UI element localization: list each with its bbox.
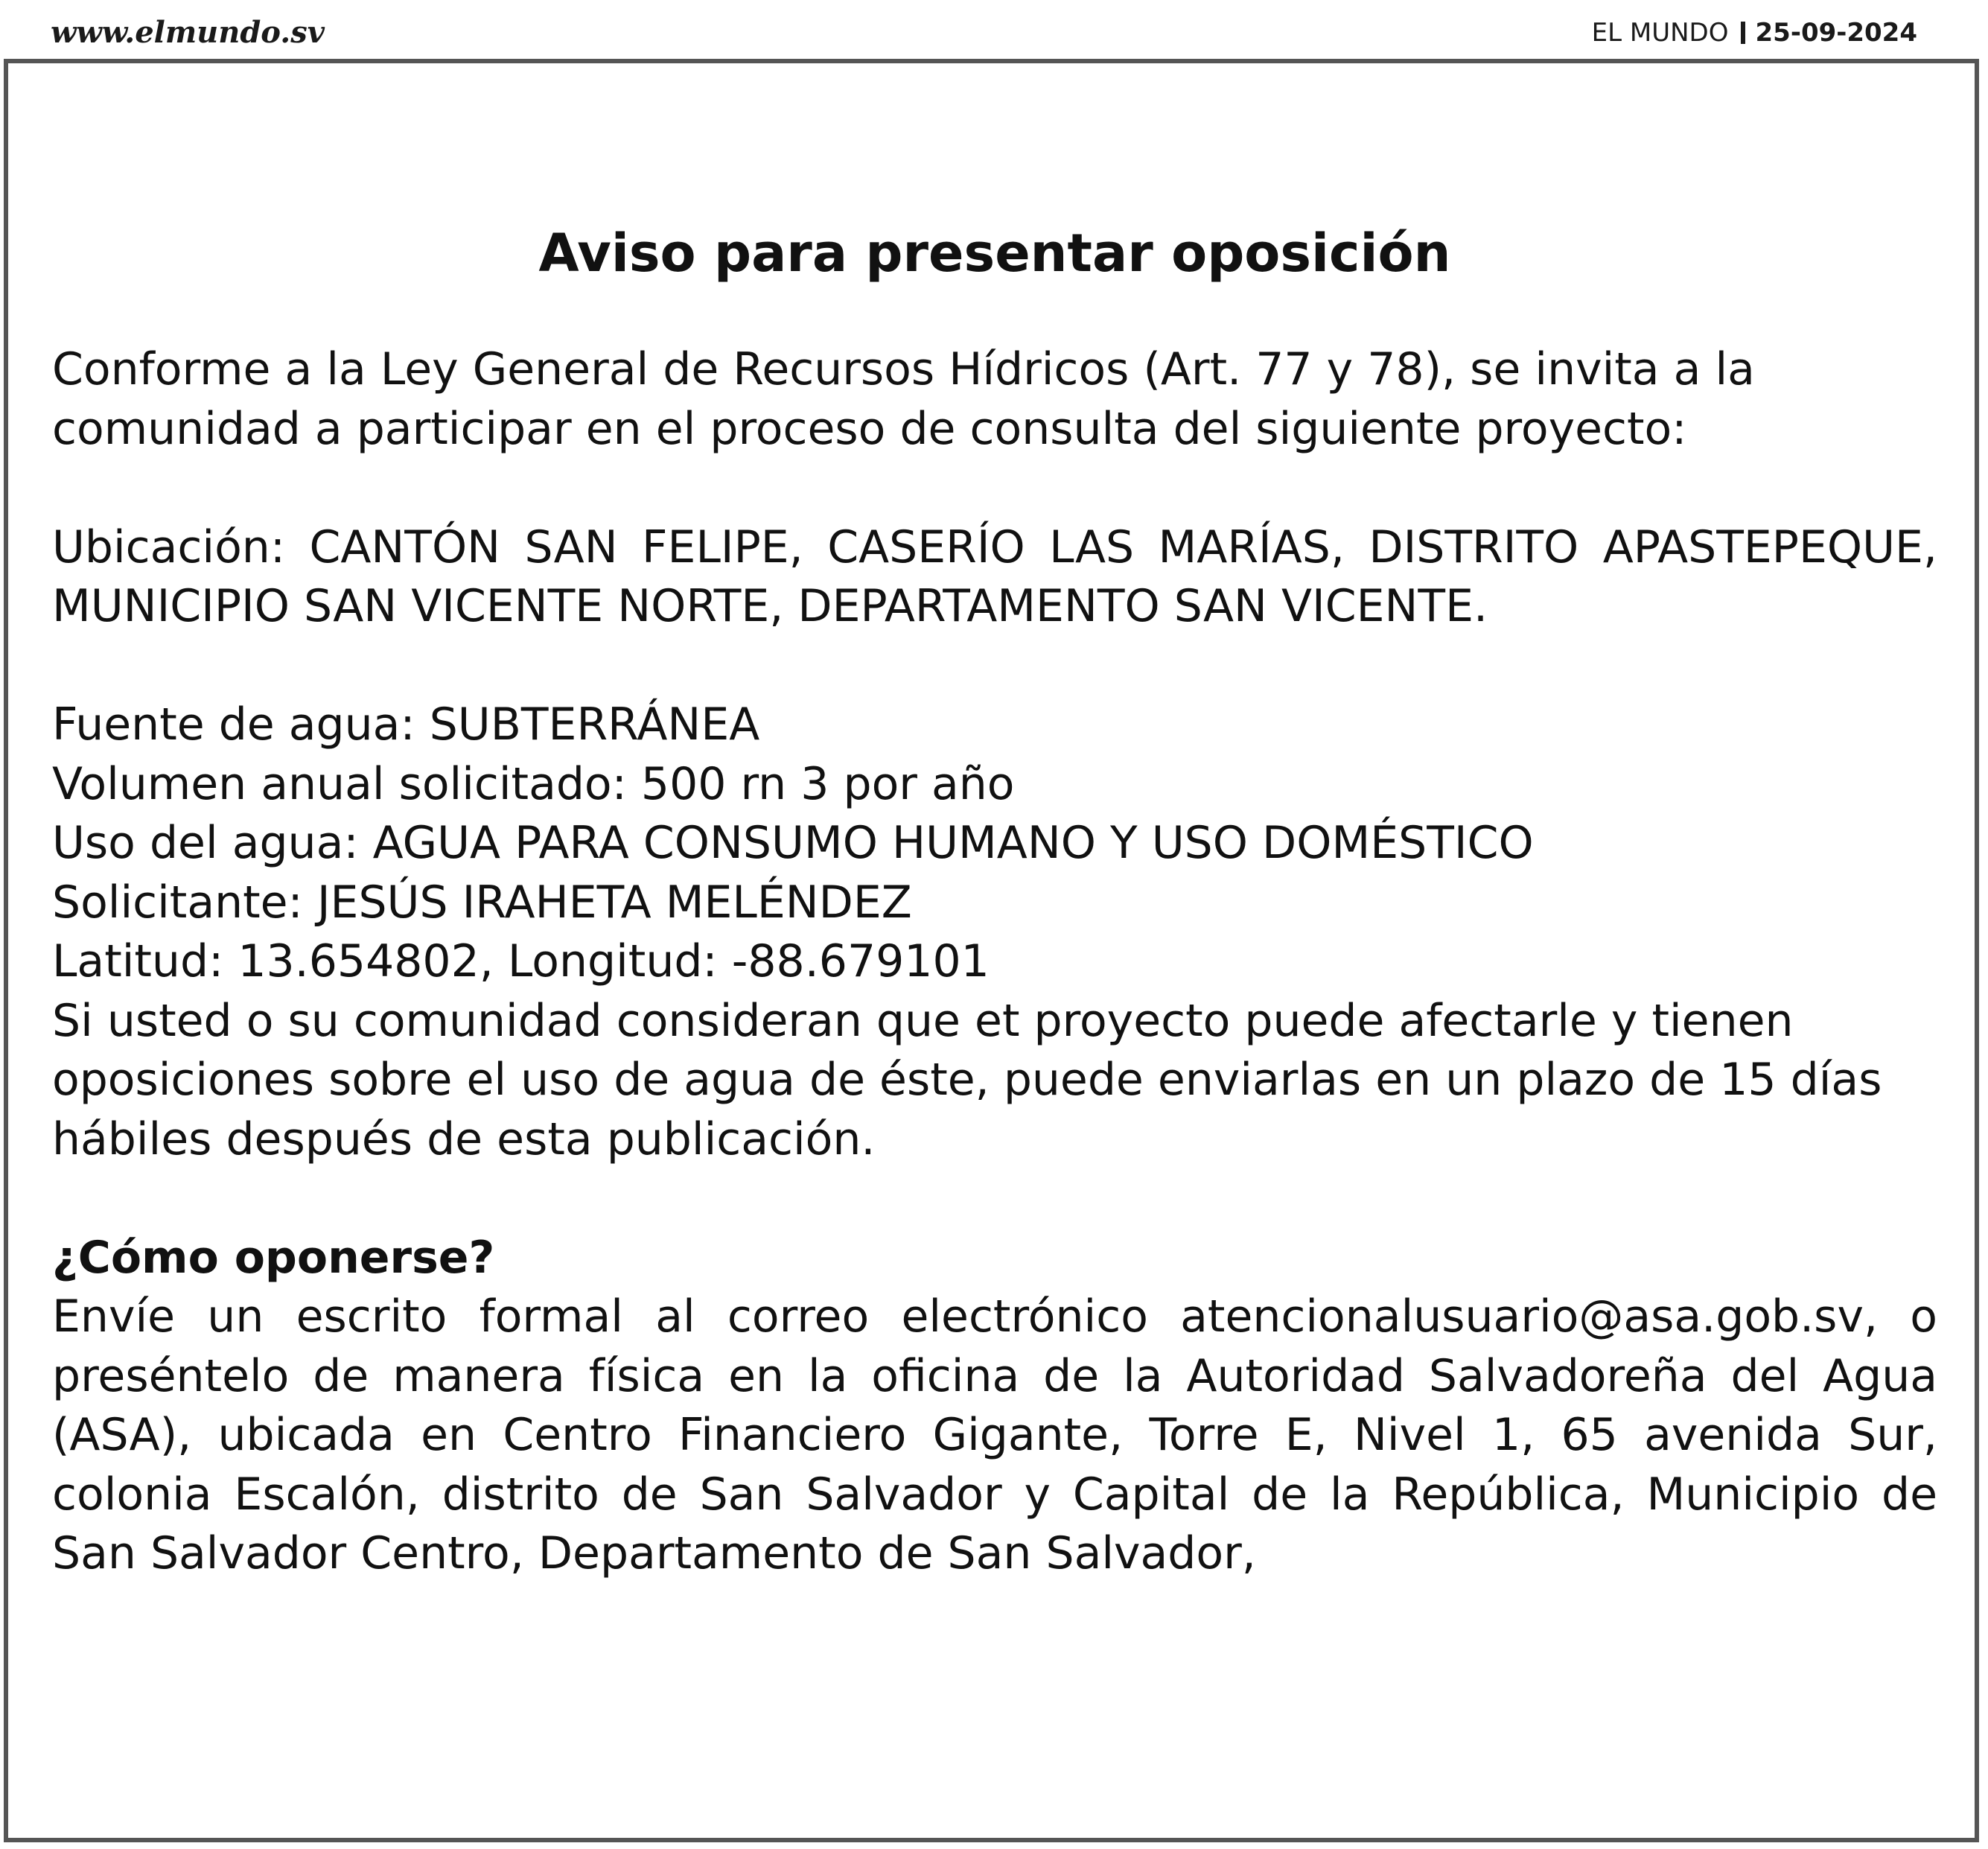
detail-annual-volume: Volumen anual solicitado: 500 rn 3 por año [52, 757, 1015, 810]
notice-opposition-text: Si usted o su comunidad consideran que et proyecto puede afectarle y tienen oposiciones sobre el uso de agua de éste, puede enviarlas en un plazo de 15 días hábiles después de esta publicación. [52, 994, 1882, 1165]
detail-coordinates: Latitud: 13.654802, Longitud: -88.679101 [52, 935, 990, 987]
page-header [0, 0, 1988, 61]
header-separator [1741, 22, 1745, 44]
notice-details [52, 696, 1937, 992]
header-publication-date [1592, 18, 1917, 48]
publication-date: 25-09-2024 [1755, 18, 1917, 48]
notice-content [52, 220, 1937, 1584]
detail-water-source: Fuente de agua: SUBTERRÁNEA [52, 698, 760, 751]
publication-name: EL MUNDO [1591, 18, 1729, 48]
notice-location: Ubicación: CANTÓN SAN FELIPE, CASERÍO LAS MARÍAS, DISTRITO APASTEPEQUE, MUNICIPIO SAN VICENTE NORTE, DEPARTAMENTO SAN VICENTE. [52, 521, 1937, 632]
notice-intro: Conforme a la Ley General de Recursos Hídricos (Art. 77 y 78), se invita a la comunidad a participar en el proceso de consulta del siguiente proyecto: [52, 343, 1755, 455]
how-to-oppose-heading: ¿Cómo oponerse? [52, 1231, 495, 1284]
detail-applicant: Solicitante: JESÚS IRAHETA MELÉNDEZ [52, 876, 912, 929]
notice-title: Aviso para presentar oposición [538, 223, 1451, 284]
how-to-oppose-text: Envíe un escrito formal al correo electrónico atencionalusuario@asa.gob.sv, o preséntelo de manera física en la oficina de la Autoridad Salvadoreña del Agua (ASA), ubicada en Centro Financiero Gigante, Torre E, Nivel 1, 65 avenida Sur, colonia Escalón, distrito de San Salvador y Capital de la República, Municipio de San Salvador Centro, Departamento de San Salvador, [52, 1291, 1937, 1579]
spacer [52, 459, 1937, 518]
spacer [52, 1169, 1937, 1229]
detail-water-use: Uso del agua: AGUA PARA CONSUMO HUMANO Y USO DOMÉSTICO [52, 817, 1534, 869]
site-url: www.elmundo.sv [51, 15, 325, 50]
spacer [52, 637, 1937, 696]
